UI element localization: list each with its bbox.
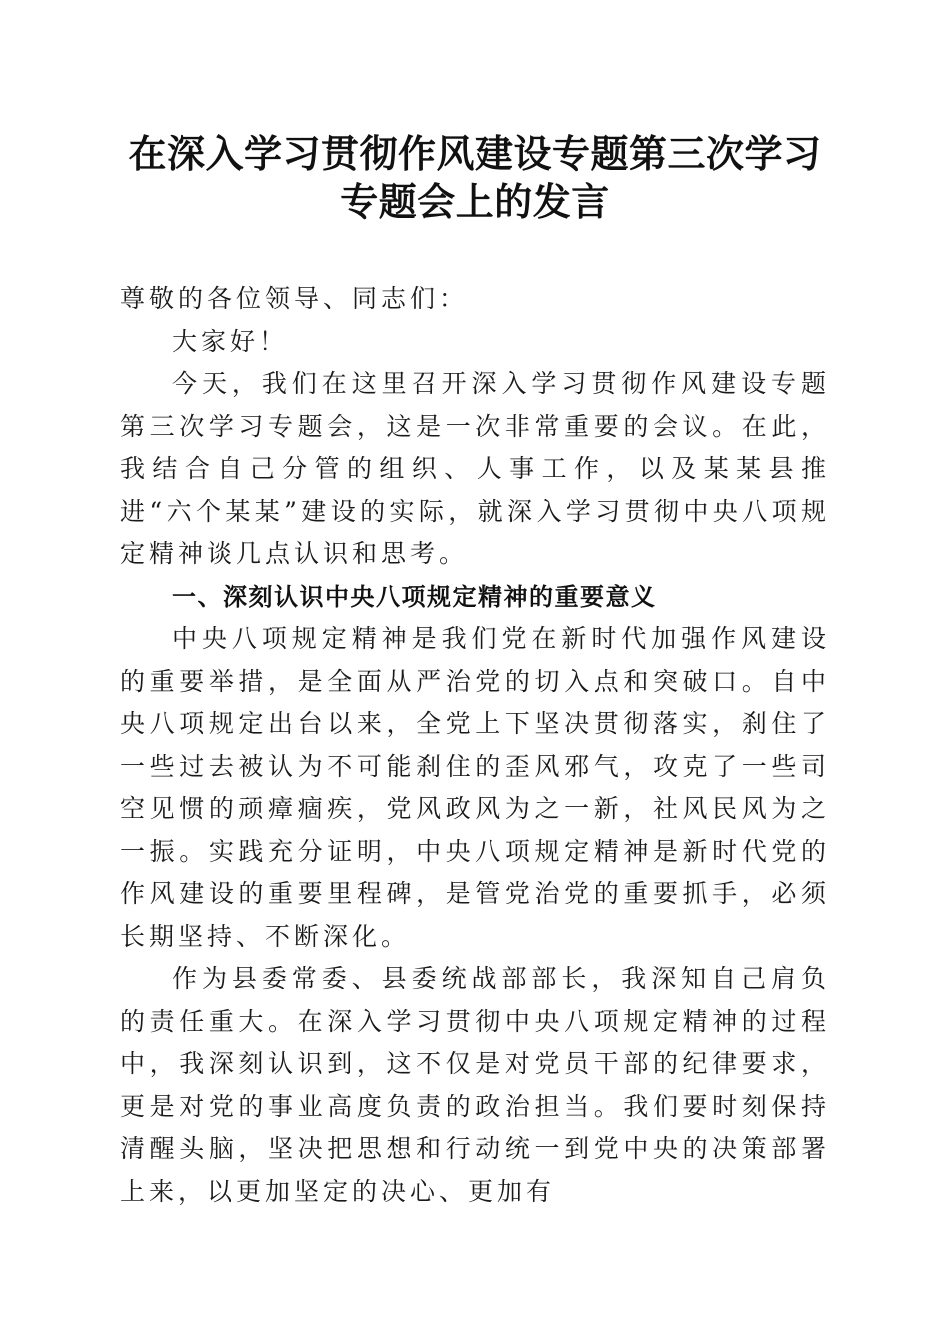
document-title: 在深入学习贯彻作风建设专题第三次学习专题会上的发言 — [128, 131, 822, 224]
intro-paragraph: 今天，我们在这里召开深入学习贯彻作风建设专题第三次学习专题会，这是一次非常重要的会议。在此，我结合自己分管的组织、人事工作，以及某某县推进“六个某某”建设的实际，就深入学习贯彻中央八项规定精神谈几点认识和思考。 — [120, 369, 830, 568]
greeting: 大家好！ — [172, 326, 289, 356]
document-body — [120, 278, 830, 1213]
salutation: 尊敬的各位领导、同志们： — [120, 284, 469, 313]
section-paragraph-1: 中央八项规定精神是我们党在新时代加强作风建设的重要举措，是全面从严治党的切入点和突破口。自中央八项规定出台以来，全党上下坚决贯彻落实，刹住了一些过去被认为不可能刹住的歪风邪气，攻克了一些司空见惯的顽瘴痼疾，党风政风为之一新，社风民风为之一振。实践充分证明，中央八项规定精神是新时代党的作风建设的重要里程碑，是管党治党的重要抓手，必须长期坚持、不断深化。 — [120, 624, 830, 951]
section-paragraph-2: 作为县委常委、县委统战部部长，我深知自己肩负的责任重大。在深入学习贯彻中央八项规定精神的过程中，我深刻认识到，这不仅是对党员干部的纪律要求，更是对党的事业高度负责的政治担当。我们要时刻保持清醒头脑，坚决把思想和行动统一到党中央的决策部署上来，以更加坚定的决心、更加有 — [120, 964, 830, 1206]
section-heading: 一、深刻认识中央八项规定精神的重要意义 — [172, 582, 657, 611]
